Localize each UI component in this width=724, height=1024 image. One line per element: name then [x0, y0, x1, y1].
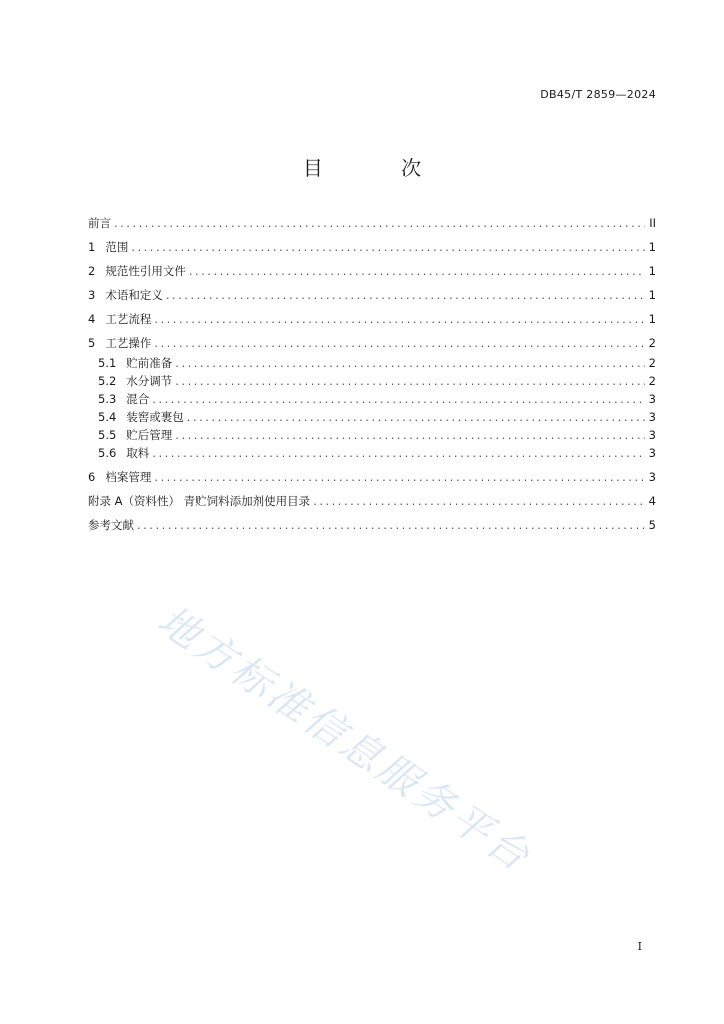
toc-leader-dots [114, 216, 645, 230]
toc-entry[interactable] [88, 470, 656, 484]
toc-leader-dots [137, 518, 645, 532]
toc-entry[interactable] [88, 336, 656, 350]
toc-entry[interactable] [88, 446, 656, 460]
toc-entry-label: 参考文献 [88, 518, 134, 532]
toc-entry-number: 4 [88, 312, 96, 326]
toc-leader-dots [166, 288, 645, 302]
toc-entry-page: 1 [648, 264, 656, 278]
toc-leader-dots [154, 312, 645, 326]
toc-entry-number: 5.3 [98, 392, 117, 406]
toc-entry-number: 3 [88, 288, 96, 302]
toc-entry-page: 4 [648, 494, 656, 508]
toc-leader-dots [154, 470, 645, 484]
toc-entry-number: 5 [88, 336, 96, 350]
toc-entry-page: 2 [648, 374, 656, 388]
toc-entry-label: 范围 [105, 240, 129, 254]
toc-entry-page: 3 [648, 392, 656, 406]
toc-leader-dots [175, 428, 645, 442]
toc-leader-dots [189, 264, 645, 278]
toc-entry-label: 档案管理 [105, 470, 152, 484]
toc-entry[interactable] [88, 288, 656, 302]
toc-leader-dots [152, 446, 645, 460]
toc-entry-number: 1 [88, 240, 96, 254]
toc-leader-dots [152, 392, 645, 406]
toc-entry-label: 术语和定义 [105, 288, 163, 302]
toc-entry-number: 5.4 [98, 410, 117, 424]
watermark: 地方标准信息服务平台 [149, 597, 540, 882]
toc-entry[interactable] [88, 264, 656, 278]
toc-entry-page: 3 [648, 446, 656, 460]
toc-entry-label: 工艺操作 [105, 336, 152, 350]
toc-entry[interactable] [88, 494, 656, 508]
toc-entry[interactable] [88, 374, 656, 388]
toc-leader-dots [175, 356, 645, 370]
toc-entry-number: 6 [88, 470, 96, 484]
toc-entry[interactable] [88, 240, 656, 254]
toc-entry-label: 混合 [126, 392, 150, 406]
toc-entry-label: 前言 [88, 216, 111, 230]
toc-entry-label: 水分调节 [126, 374, 173, 388]
toc-entry-label: 装窖或裹包 [126, 410, 184, 424]
toc-entry-page: 1 [648, 240, 656, 254]
toc-entry[interactable] [88, 518, 656, 532]
toc-entry-number: 5.1 [98, 356, 117, 370]
toc-entry-label: 规范性引用文件 [105, 264, 186, 278]
page-number: I [637, 940, 642, 953]
toc-entry-page: 2 [648, 336, 656, 350]
toc-entry-page: 3 [648, 470, 656, 484]
toc-entry[interactable] [88, 392, 656, 406]
toc-entry[interactable] [88, 410, 656, 424]
toc-entry-page: II [649, 216, 656, 230]
toc-entry-label: 贮前准备 [126, 356, 173, 370]
toc-entry-number: 5.6 [98, 446, 117, 460]
toc-entry-page: 2 [648, 356, 656, 370]
toc-entry[interactable] [88, 216, 656, 230]
toc-leader-dots [131, 240, 645, 254]
toc-leader-dots [154, 336, 645, 350]
document-code: DB45/T 2859—2024 [540, 88, 656, 101]
toc-entry-page: 5 [648, 518, 656, 532]
page-title: 目 次 [302, 156, 458, 180]
toc-entry[interactable] [88, 356, 656, 370]
toc-entry-page: 1 [648, 288, 656, 302]
toc-entry-page: 3 [648, 428, 656, 442]
toc-entry-label: 附录 A（资料性） 青贮饲料添加剂使用目录 [88, 494, 311, 508]
toc-leader-dots [187, 410, 645, 424]
toc-entry-number: 2 [88, 264, 96, 278]
toc-entry-number: 5.2 [98, 374, 117, 388]
toc-entry-label: 贮后管理 [126, 428, 173, 442]
toc-entry-page: 3 [648, 410, 656, 424]
toc-entry-label: 取料 [126, 446, 150, 460]
toc-leader-dots [175, 374, 645, 388]
toc-entry-number: 5.5 [98, 428, 117, 442]
toc-leader-dots [313, 494, 645, 508]
toc-entry[interactable] [88, 312, 656, 326]
toc-entry-label: 工艺流程 [105, 312, 152, 326]
toc-entry[interactable] [88, 428, 656, 442]
toc-entry-page: 1 [648, 312, 656, 326]
